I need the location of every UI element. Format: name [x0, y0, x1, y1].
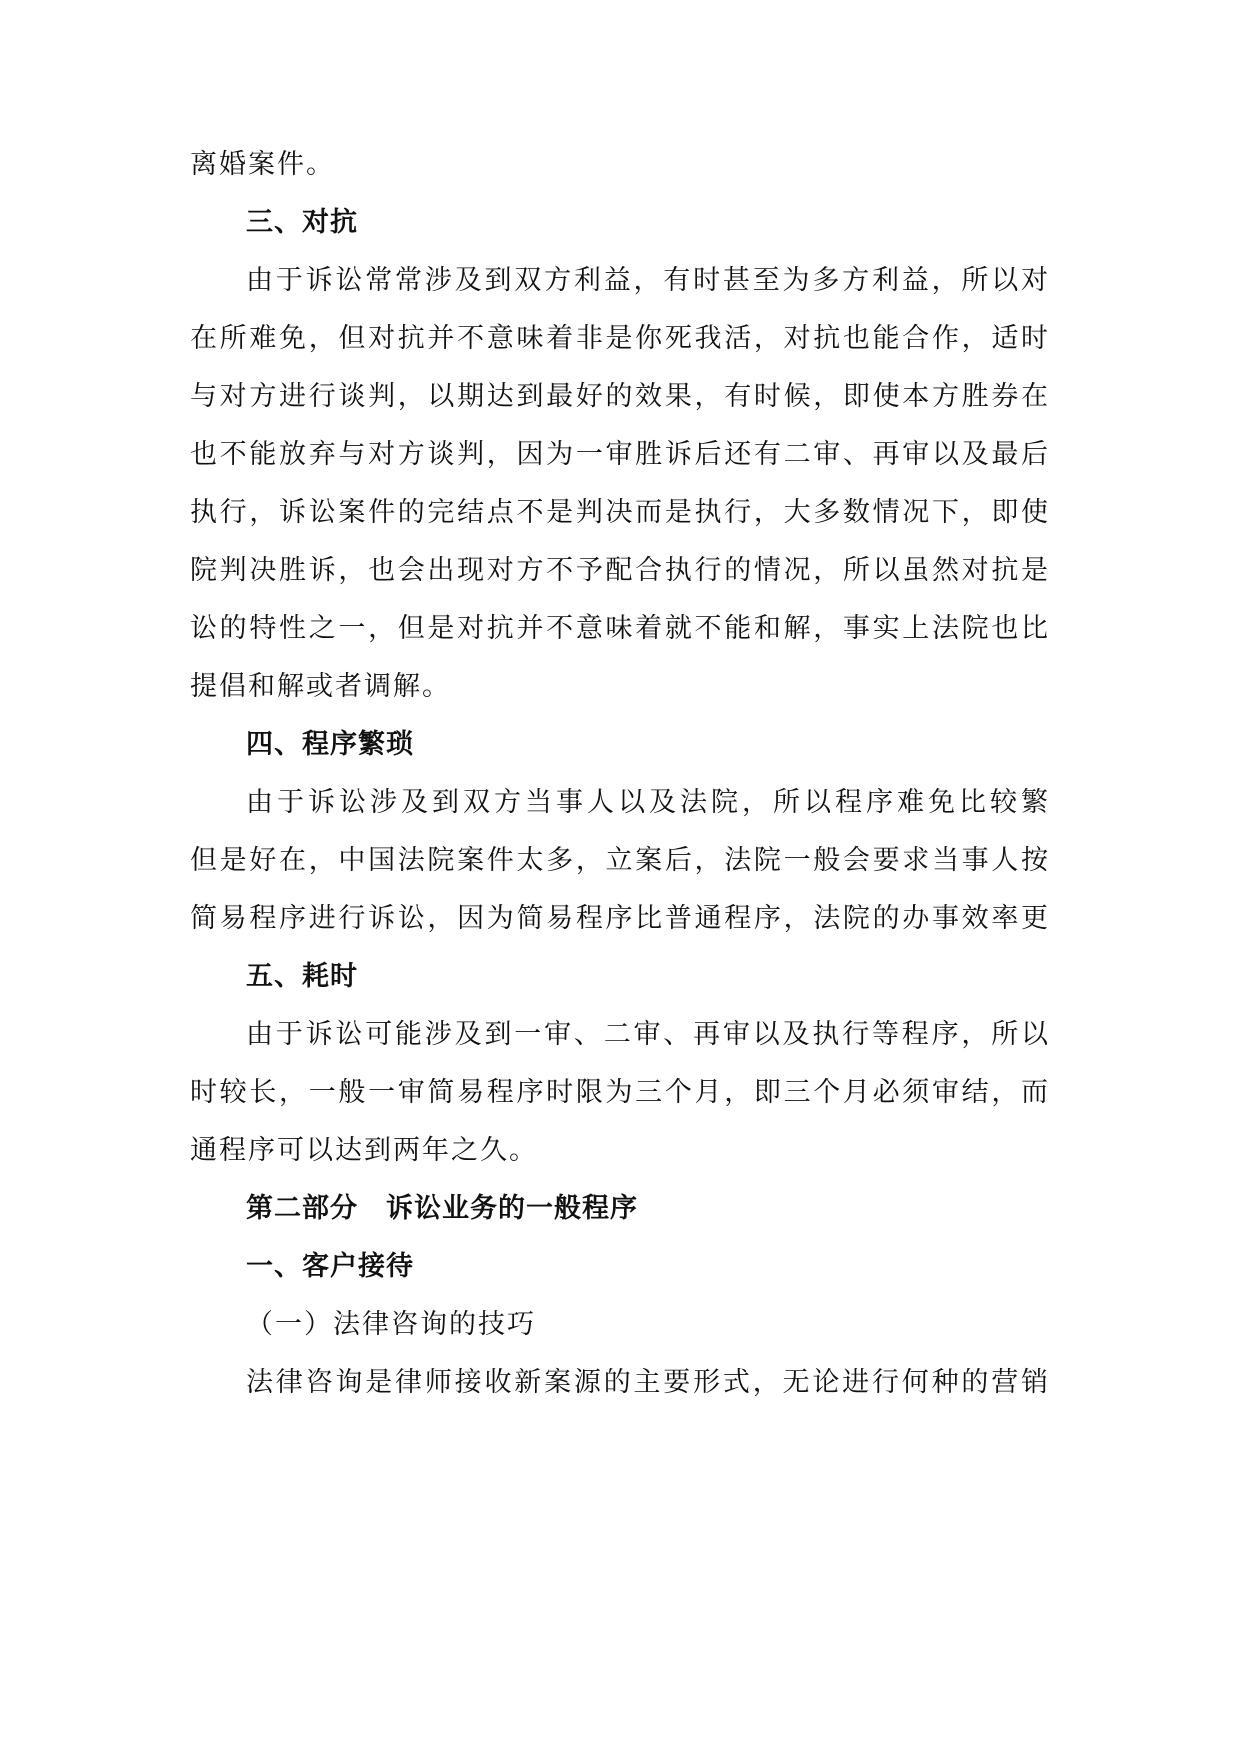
paragraph-line: 在所难免，但对抗并不意味着非是你死我活，对抗也能合作，适时 — [190, 323, 1050, 354]
paragraph-line: 讼的特性之一，但是对抗并不意味着就不能和解，事实上法院也比 — [190, 613, 1050, 644]
paragraph-line: 也不能放弃与对方谈判，因为一审胜诉后还有二审、再审以及最后 — [190, 439, 1050, 470]
section-heading: 四、程序繁琐 — [246, 729, 414, 760]
section-heading: 一、客户接待 — [246, 1251, 414, 1282]
subsection-heading: （一）法律咨询的技巧 — [246, 1309, 536, 1340]
paragraph-line: 执行，诉讼案件的完结点不是判决而是执行，大多数情况下，即使 — [190, 497, 1050, 528]
paragraph-line: 但是好在，中国法院案件太多，立案后，法院一般会要求当事人按 — [190, 845, 1050, 876]
paragraph-line: 时较长，一般一审简易程序时限为三个月，即三个月必须审结，而 — [190, 1077, 1050, 1108]
paragraph-line: 由于诉讼涉及到双方当事人以及法院，所以程序难免比较繁 — [246, 787, 1050, 818]
part-heading: 第二部分 诉讼业务的一般程序 — [246, 1193, 638, 1224]
paragraph-line: 法律咨询是律师接收新案源的主要形式，无论进行何种的营销 — [246, 1367, 1050, 1398]
paragraph-line: 提倡和解或者调解。 — [190, 671, 451, 702]
paragraph-line: 通程序可以达到两年之久。 — [190, 1135, 538, 1166]
section-heading: 三、对抗 — [246, 207, 358, 238]
paragraph-line: 离婚案件。 — [190, 149, 335, 180]
paragraph-line: 院判决胜诉，也会出现对方不予配合执行的情况，所以虽然对抗是 — [190, 555, 1050, 586]
section-heading: 五、耗时 — [246, 961, 358, 992]
paragraph-line: 简易程序进行诉讼，因为简易程序比普通程序，法院的办事效率更 — [190, 903, 1050, 934]
paragraph-line: 由于诉讼常常涉及到双方利益，有时甚至为多方利益，所以对 — [246, 265, 1050, 296]
paragraph-line: 由于诉讼可能涉及到一审、二审、再审以及执行等程序，所以 — [246, 1019, 1050, 1050]
paragraph-line: 与对方进行谈判，以期达到最好的效果，有时候，即使本方胜券在 — [190, 381, 1050, 412]
